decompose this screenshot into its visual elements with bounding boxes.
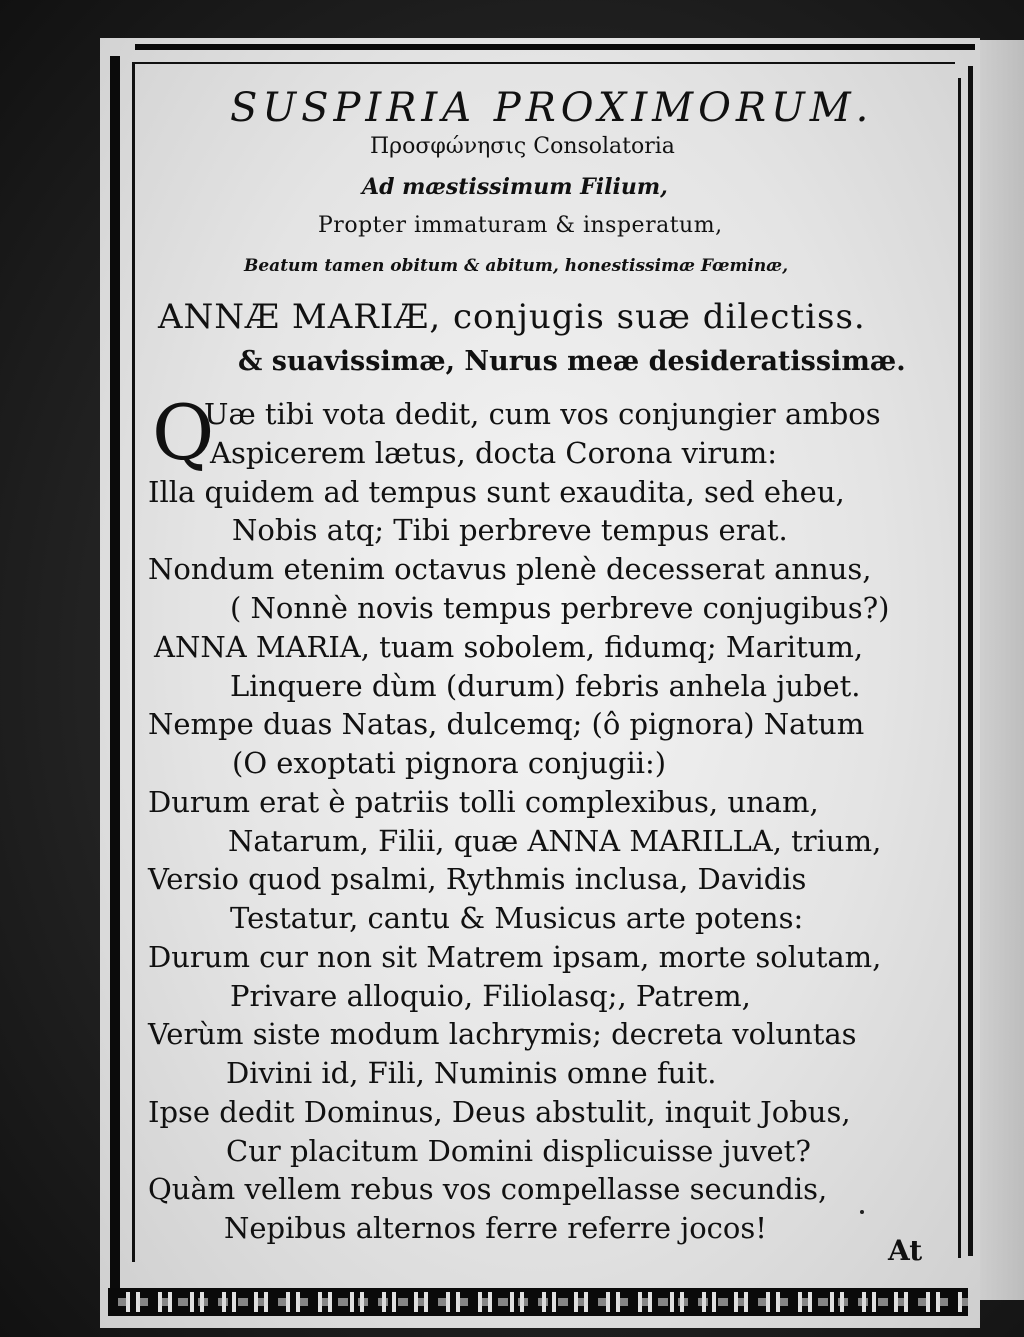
poem-line: Durum cur non sit Matrem ipsam, morte solutam,	[148, 940, 882, 974]
poem-line: Divini id, Fili, Numinis omne fuit.	[226, 1056, 717, 1090]
frame-left-thin-rule	[132, 62, 135, 1262]
ink-speck	[860, 1210, 864, 1214]
poem-line: Cur placitum Domini displicuisse juvet?	[226, 1134, 811, 1168]
poem-line: Illa quidem ad tempus sunt exaudita, sed eheu,	[148, 475, 845, 509]
poem-line: Linquere dùm (durum) febris anhela jubet.	[230, 669, 861, 703]
poem-line: Uæ tibi vota dedit, cum vos conjungier ambos	[204, 397, 881, 431]
poem-line: Quàm vellem rebus vos compellasse secundis,	[148, 1172, 828, 1206]
frame-right-rule	[958, 78, 961, 1258]
frame-top-rule	[135, 44, 975, 50]
poem-line: Nondum etenim octavus plenè decesserat annus,	[148, 552, 872, 586]
poem-line: (O exoptati pignora conjugii:)	[232, 746, 667, 780]
poem-line: Versio quod psalmi, Rythmis inclusa, Davidis	[148, 862, 807, 896]
frame-right-thin-rule	[968, 66, 973, 1256]
deceased-name-line: ANNÆ MARIÆ, conjugis suæ dilectiss.	[158, 297, 866, 337]
poem-line: Nepibus alternos ferre referre jocos!	[224, 1211, 767, 1245]
poem-line: Natarum, Filii, quæ ANNA MARILLA, trium,	[228, 824, 882, 858]
drop-capital: Q	[152, 388, 215, 477]
subtitle-occasion: Propter immaturam & insperatum,	[318, 213, 723, 238]
poem-line: Durum erat è patriis tolli complexibus, unam,	[148, 785, 819, 819]
poem-line: Nempe duas Natas, dulcemq; (ô pignora) Natum	[148, 707, 865, 741]
poem-line: Privare alloquio, Filiolasq;, Patrem,	[230, 979, 751, 1013]
ornamental-border-bottom	[108, 1288, 968, 1316]
poem-line: Nobis atq; Tibi perbreve tempus erat.	[232, 513, 788, 547]
frame-left-rule	[110, 56, 120, 1292]
poem-line: Aspicerem lætus, docta Corona virum:	[210, 436, 778, 470]
subtitle-dedication: Ad mæstissimum Filium,	[362, 174, 668, 200]
page-title: SUSPIRIA PROXIMORUM.	[230, 85, 874, 131]
poem-line: Verùm siste modum lachrymis; decreta voluntas	[148, 1017, 857, 1051]
poem-line: Ipse dedit Dominus, Deus abstulit, inquit Jobus,	[148, 1095, 851, 1129]
poem-line: Testatur, cantu & Musicus arte potens:	[230, 901, 804, 935]
frame-top-thin-rule	[135, 62, 955, 64]
catchword: At	[888, 1234, 923, 1267]
poem-line: ( Nonnè novis tempus perbreve conjugibus?)	[230, 591, 890, 625]
subtitle-greek: Προσφώνησις Consolatoria	[370, 134, 675, 159]
deceased-epithet-line: & suavissimæ, Nurus meæ desideratissimæ.	[238, 346, 906, 377]
subtitle-description: Beatum tamen obitum & abitum, honestissimæ Fœminæ,	[244, 256, 789, 276]
poem-line: ANNA MARIA, tuam sobolem, fidumq; Maritum,	[154, 630, 864, 664]
